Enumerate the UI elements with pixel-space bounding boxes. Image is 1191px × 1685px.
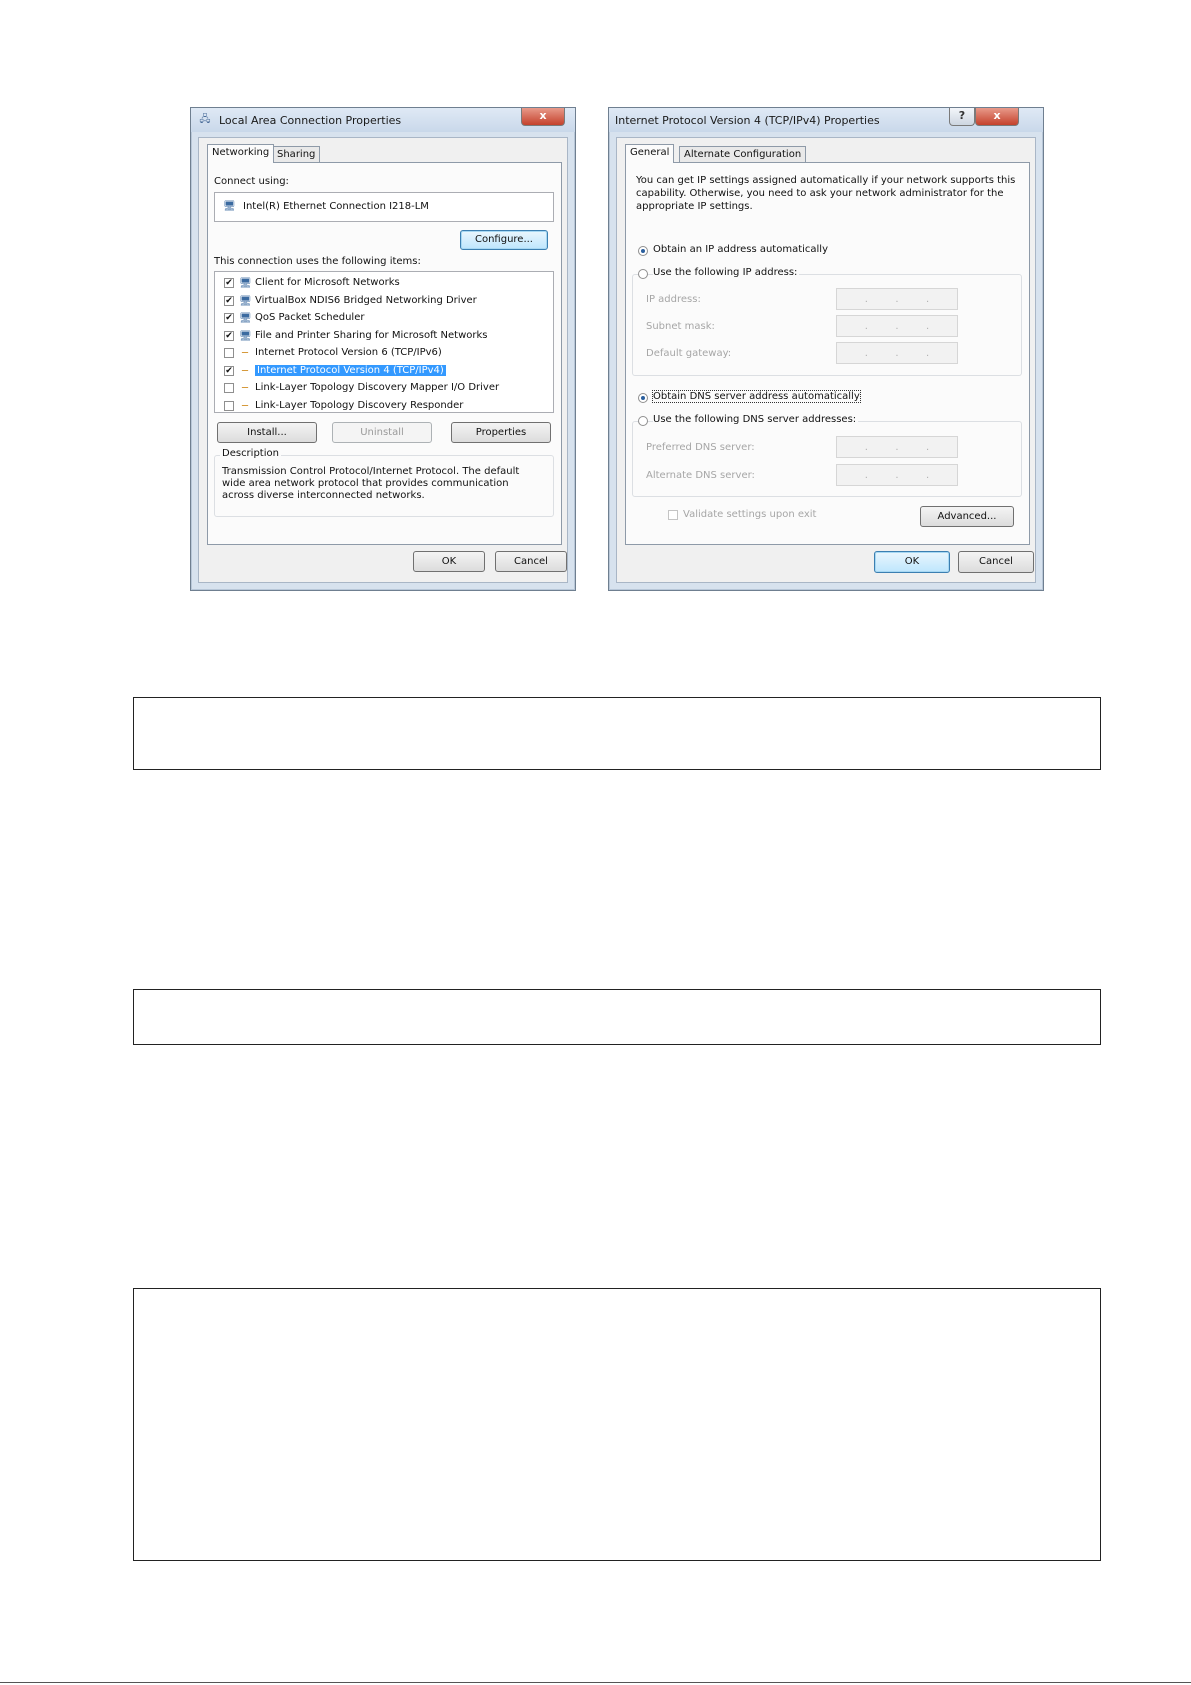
component-checkbox[interactable]: ✔ bbox=[225, 295, 233, 306]
ip-address-label: IP address: bbox=[646, 294, 701, 305]
ipv4-dialog-body bbox=[616, 137, 1036, 583]
ipv4-dialog-title: Internet Protocol Version 4 (TCP/IPv4) Properties bbox=[615, 114, 880, 127]
component-list-item[interactable] bbox=[215, 328, 553, 345]
advanced-button-label: Advanced... bbox=[937, 511, 997, 522]
uninstall-button-label: Uninstall bbox=[360, 427, 404, 438]
adapter-icon: 🖥 bbox=[223, 201, 236, 212]
protocol-icon: ─ bbox=[241, 365, 249, 377]
ipv4-ok-label: OK bbox=[904, 556, 920, 567]
properties-button-label: Properties bbox=[475, 427, 527, 438]
component-checkbox[interactable]: ✔ bbox=[225, 330, 233, 341]
help-icon: ? bbox=[958, 109, 966, 122]
ip-dot: . bbox=[864, 320, 868, 332]
ip-dot: . bbox=[926, 469, 930, 481]
configure-button[interactable] bbox=[460, 230, 548, 250]
answer-box-3[interactable] bbox=[133, 1288, 1101, 1561]
network-client-icon: 🖥 bbox=[239, 278, 252, 289]
preferred-dns-input[interactable] bbox=[836, 436, 958, 458]
lan-cancel-label: Cancel bbox=[514, 556, 548, 567]
component-list-item[interactable] bbox=[215, 345, 553, 362]
tab-alternate-configuration[interactable] bbox=[679, 146, 806, 163]
component-label: Internet Protocol Version 4 (TCP/IPv4) bbox=[257, 364, 444, 376]
install-button-label: Install... bbox=[247, 427, 287, 438]
subnet-mask-input[interactable] bbox=[836, 315, 958, 337]
subnet-mask-label: Subnet mask: bbox=[646, 321, 715, 332]
ip-dot: . bbox=[926, 441, 930, 453]
ipv4-dialog-close-button[interactable] bbox=[975, 108, 1019, 126]
ipv4-cancel-label: Cancel bbox=[979, 556, 1013, 567]
network-service-icon: 🖥 bbox=[239, 330, 252, 342]
protocol-icon: ─ bbox=[241, 400, 249, 412]
description-label: Description bbox=[222, 448, 279, 459]
lan-properties-dialog bbox=[190, 107, 576, 591]
lan-ok-button[interactable] bbox=[413, 551, 485, 572]
install-button[interactable] bbox=[217, 422, 317, 443]
static-dns-group bbox=[632, 421, 1022, 497]
component-list-item[interactable] bbox=[215, 398, 553, 415]
ipv4-properties-dialog bbox=[608, 107, 1044, 591]
validate-label[interactable]: Validate settings upon exit bbox=[683, 509, 817, 520]
ip-dot: . bbox=[864, 469, 868, 481]
networking-tab-panel bbox=[207, 162, 562, 545]
ip-dot: . bbox=[895, 469, 899, 481]
close-icon: x bbox=[539, 109, 547, 122]
ip-dot: . bbox=[895, 293, 899, 305]
ip-dot: . bbox=[895, 320, 899, 332]
items-label: This connection uses the following items: bbox=[214, 256, 421, 267]
ipv4-ok-button[interactable] bbox=[874, 551, 950, 573]
adapter-name: Intel(R) Ethernet Connection I218-LM bbox=[243, 201, 429, 212]
use-static-dns-radio[interactable] bbox=[638, 416, 648, 426]
tab-networking-label: Networking bbox=[212, 147, 270, 158]
connect-using-label: Connect using: bbox=[214, 176, 289, 187]
adapter-field bbox=[214, 192, 554, 222]
protocol-icon: ─ bbox=[241, 383, 249, 394]
component-label: Client for Microsoft Networks bbox=[255, 277, 400, 288]
obtain-dns-auto-radio[interactable] bbox=[638, 393, 648, 403]
tab-sharing-label: Sharing bbox=[277, 149, 316, 160]
tab-alternate-configuration-label: Alternate Configuration bbox=[684, 149, 802, 160]
ip-dot: . bbox=[895, 347, 899, 359]
use-static-ip-radio[interactable] bbox=[638, 269, 648, 279]
ip-address-input[interactable] bbox=[836, 288, 958, 310]
component-label: Link-Layer Topology Discovery Mapper I/O Driver bbox=[255, 382, 500, 393]
preferred-dns-label: Preferred DNS server: bbox=[646, 442, 755, 453]
answer-box-1[interactable] bbox=[133, 697, 1101, 770]
close-icon: x bbox=[993, 109, 1001, 122]
ip-dot: . bbox=[926, 347, 930, 359]
network-service-icon: 🖥 bbox=[239, 313, 252, 324]
alternate-dns-label: Alternate DNS server: bbox=[646, 470, 755, 481]
obtain-ip-auto-label[interactable]: Obtain an IP address automatically bbox=[653, 244, 829, 255]
intro-text: You can get IP settings assigned automatically if your network supports this capability. Otherwise, you need to ask your network administrator for the appropriate IP settings. bbox=[636, 175, 1016, 212]
network-service-icon: 🖥 bbox=[239, 295, 252, 307]
tab-general[interactable] bbox=[625, 144, 674, 163]
protocol-icon: ─ bbox=[241, 348, 249, 359]
description-text: Transmission Control Protocol/Internet Protocol. The default wide area network protocol that provides communication across diverse interconnected networks. bbox=[222, 466, 520, 501]
ip-dot: . bbox=[864, 347, 868, 359]
ipv4-dialog-titlebar[interactable] bbox=[609, 108, 1043, 132]
component-checkbox[interactable] bbox=[224, 401, 234, 411]
answer-box-2[interactable] bbox=[133, 989, 1101, 1045]
component-label: Link-Layer Topology Discovery Responder bbox=[255, 399, 464, 411]
alternate-dns-input[interactable] bbox=[836, 464, 958, 486]
component-checkbox[interactable]: ✔ bbox=[225, 365, 233, 376]
ip-dot: . bbox=[926, 293, 930, 305]
ip-dot: . bbox=[895, 441, 899, 453]
ip-dot: . bbox=[864, 293, 868, 305]
component-checkbox[interactable] bbox=[224, 383, 234, 393]
configure-button-label: Configure... bbox=[474, 234, 533, 245]
component-label: QoS Packet Scheduler bbox=[255, 312, 365, 323]
lan-dialog-titlebar[interactable] bbox=[191, 108, 575, 132]
ipv4-dialog-help-button[interactable] bbox=[949, 108, 975, 126]
properties-button[interactable] bbox=[451, 422, 551, 443]
component-list-item[interactable] bbox=[215, 275, 553, 292]
component-label: Internet Protocol Version 6 (TCP/IPv6) bbox=[255, 347, 442, 358]
advanced-button[interactable] bbox=[920, 506, 1014, 527]
default-gateway-input[interactable] bbox=[836, 342, 958, 364]
use-static-ip-label[interactable]: Use the following IP address: bbox=[653, 267, 798, 278]
components-list[interactable] bbox=[214, 271, 554, 413]
page-bottom-rule bbox=[0, 1682, 1191, 1683]
lan-cancel-button[interactable] bbox=[495, 551, 567, 572]
uninstall-button[interactable] bbox=[332, 422, 432, 443]
component-checkbox[interactable]: ✔ bbox=[225, 278, 233, 288]
tab-general-label: General bbox=[630, 147, 670, 158]
lan-ok-label: OK bbox=[441, 556, 457, 567]
general-tab-panel bbox=[625, 162, 1030, 545]
lan-dialog-close-button[interactable] bbox=[521, 108, 565, 126]
ip-dot: . bbox=[926, 320, 930, 332]
default-gateway-label: Default gateway: bbox=[646, 348, 732, 359]
component-list-item[interactable] bbox=[215, 310, 553, 327]
network-adapter-icon: 🖧 bbox=[199, 114, 211, 125]
component-label: File and Printer Sharing for Microsoft Networks bbox=[255, 329, 488, 341]
tab-networking[interactable] bbox=[207, 144, 274, 163]
component-checkbox[interactable]: ✔ bbox=[225, 313, 233, 323]
component-list-item[interactable] bbox=[215, 380, 553, 397]
component-label: VirtualBox NDIS6 Bridged Networking Driver bbox=[255, 294, 477, 306]
ip-dot: . bbox=[864, 441, 868, 453]
lan-dialog-body bbox=[198, 137, 568, 583]
use-static-dns-label[interactable]: Use the following DNS server addresses: bbox=[653, 414, 857, 425]
component-checkbox[interactable] bbox=[224, 348, 234, 358]
component-list-item[interactable] bbox=[215, 363, 553, 380]
validate-checkbox[interactable] bbox=[668, 510, 678, 520]
component-list-item[interactable] bbox=[215, 293, 553, 310]
lan-dialog-title: Local Area Connection Properties bbox=[219, 114, 402, 127]
obtain-ip-auto-radio[interactable] bbox=[638, 246, 648, 256]
tab-sharing[interactable] bbox=[272, 146, 320, 163]
ipv4-cancel-button[interactable] bbox=[958, 551, 1034, 573]
obtain-dns-auto-label[interactable]: Obtain DNS server address automatically bbox=[653, 391, 860, 402]
